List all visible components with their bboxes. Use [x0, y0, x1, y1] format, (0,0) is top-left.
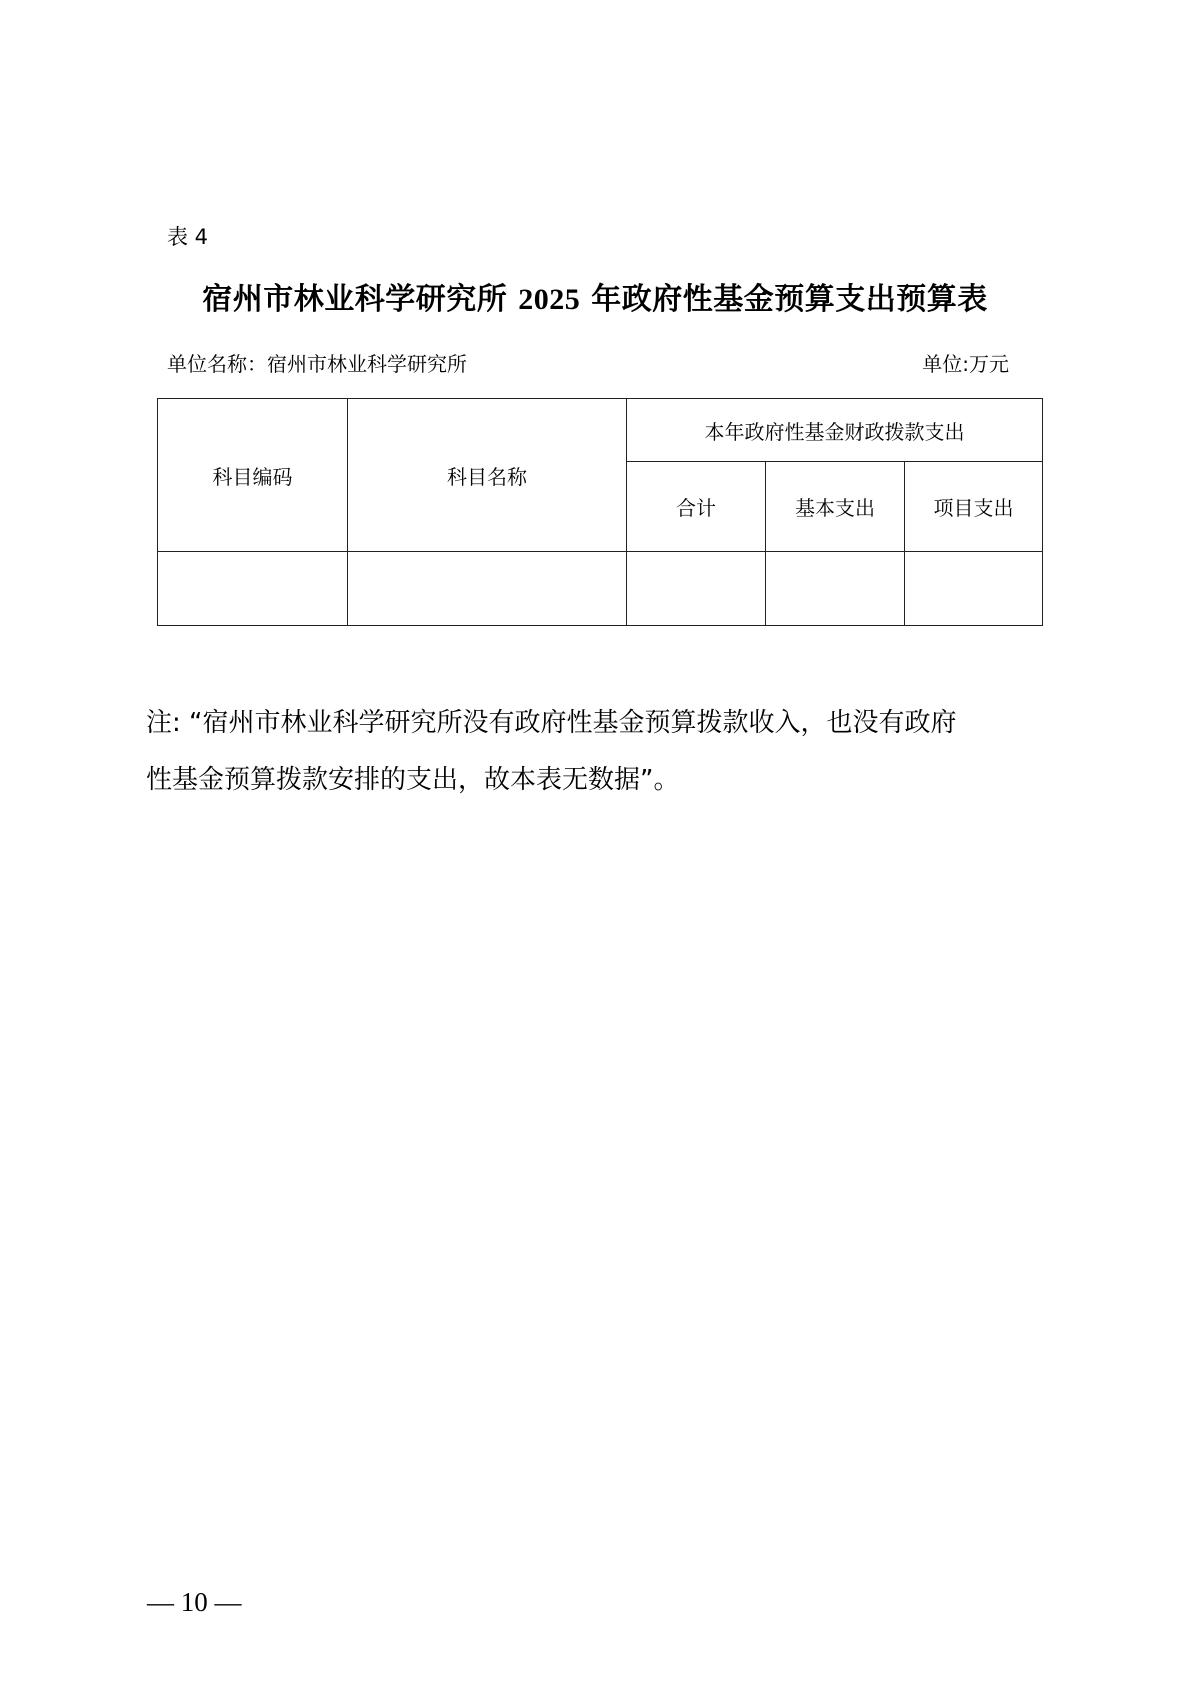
note-line-1: 注: “宿州市林业科学研究所没有政府性基金预算拨款收入，也没有政府	[146, 708, 957, 738]
note-line-2: 性基金预算拨款安排的支出，故本表无数据”。	[146, 765, 680, 795]
title-suffix: 年政府性基金预算支出预算表	[580, 282, 988, 317]
header-subject-code: 科目编码	[158, 399, 348, 552]
header-total: 合计	[627, 462, 766, 552]
page-title	[0, 280, 1190, 320]
cell-name	[348, 552, 627, 626]
table-label: 表 4	[167, 225, 209, 249]
note	[146, 695, 1046, 809]
header-group-expenditure: 本年政府性基金财政拨款支出	[627, 399, 1043, 462]
unit-label: 单位:万元	[922, 352, 1009, 376]
cell-project	[905, 552, 1043, 626]
table-row	[158, 552, 1043, 626]
cell-code	[158, 552, 348, 626]
title-year: 2025	[518, 283, 581, 316]
table-header-row	[158, 399, 1043, 462]
header-project-expenditure: 项目支出	[905, 462, 1043, 552]
cell-basic	[766, 552, 905, 626]
header-subject-name: 科目名称	[348, 399, 627, 552]
page-number: — 10 —	[147, 1587, 242, 1617]
title-prefix: 宿州市林业科学研究所	[202, 282, 519, 317]
budget-table	[157, 398, 1043, 626]
cell-total	[627, 552, 766, 626]
header-basic-expenditure: 基本支出	[766, 462, 905, 552]
unit-name: 单位名称：宿州市林业科学研究所	[167, 352, 467, 376]
